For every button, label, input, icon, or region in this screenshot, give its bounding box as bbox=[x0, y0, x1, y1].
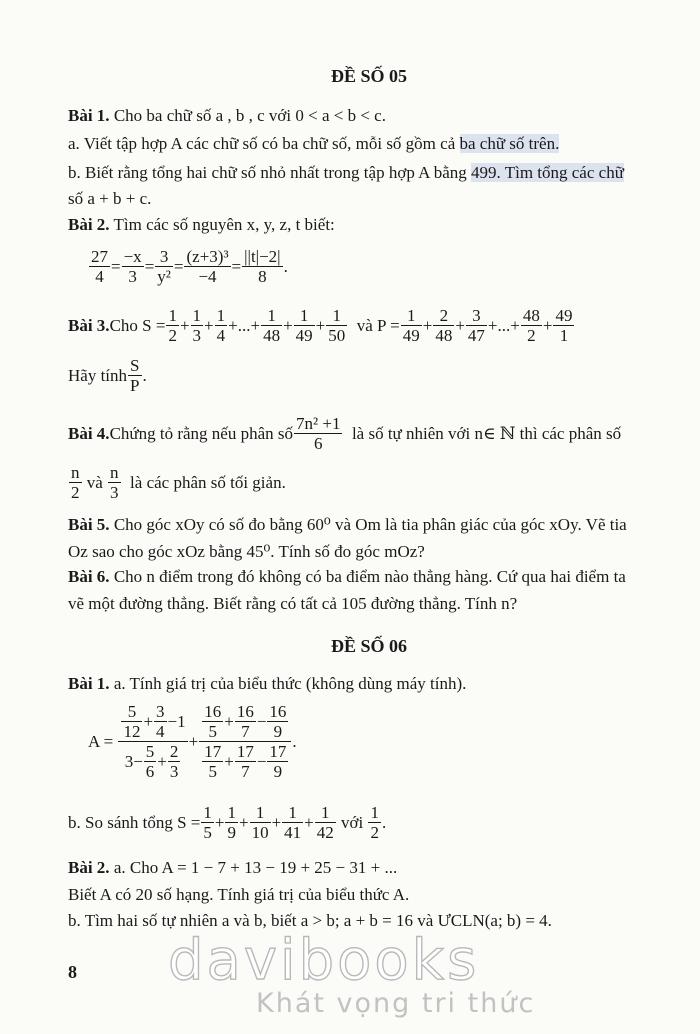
bai2-text: Tìm các số nguyên x, y, z, t biết: bbox=[109, 215, 335, 234]
bai1-part-b-highlight: 499. Tìm tổng các chữ bbox=[471, 163, 624, 182]
fraction: $\frac{1}{9}$ bbox=[227, 803, 236, 842]
bai6-question bbox=[68, 567, 626, 587]
fraction: $\frac{3}{47}$ bbox=[467, 306, 485, 345]
bai4-question bbox=[68, 414, 621, 453]
fraction: $\frac{||t|-2|}{8}$ bbox=[244, 247, 281, 286]
fraction: $\frac{1}{48}$ bbox=[263, 306, 281, 345]
de06-bai1-text: a. Tính giá trị của biểu thức (không dùng máy tính). bbox=[109, 674, 467, 693]
de06-bai1-part-b: b. So sánh tổng S = $\frac{1}{5}$ + $\frac{1}{9}$ + $\frac{1}{10}$ + $\frac{1}{41}$ + $\frac{1}{42}$ với $\frac{1}{2}$ . bbox=[68, 803, 387, 842]
bai1-part-a-text: a. Viết tập hợp A các chữ số có ba chữ số, mỗi số gồm cả bbox=[68, 134, 460, 153]
bai3-compute-text: Hãy tính bbox=[68, 365, 128, 385]
fraction: $\frac{17}{5}$ bbox=[204, 742, 222, 781]
fraction: $\frac{-x}{3}$ bbox=[123, 247, 142, 286]
watermark-slogan: Khát vọng tri thức bbox=[256, 988, 536, 1019]
fraction: $\frac{1}{2}$ bbox=[370, 803, 379, 842]
watermark-logo: davibooks bbox=[168, 928, 480, 993]
bai5-question bbox=[68, 515, 627, 535]
fraction: $\frac{5}{6}$ bbox=[145, 742, 155, 781]
fraction: $\frac{3}{4}$ bbox=[156, 702, 165, 741]
fraction: $\frac{49}{1}$ bbox=[555, 306, 573, 345]
fraction: $\frac{\text{(z+3)³}}{-4}$ bbox=[186, 247, 229, 286]
bai4-text: Chứng tỏ rằng nếu phân số bbox=[109, 423, 294, 443]
fraction: $\frac{48}{2}$ bbox=[522, 306, 540, 345]
bai2-label: Bài 2. bbox=[68, 215, 110, 234]
bai3-and: và P = bbox=[356, 315, 400, 335]
fraction: $\frac{16}{9}$ bbox=[269, 702, 287, 741]
fraction: $\frac{16}{7}$ bbox=[236, 702, 254, 741]
fraction: $\frac{17}{7}$ bbox=[236, 742, 254, 781]
expression-a-label: A = bbox=[88, 731, 114, 751]
de06-bai2-question bbox=[68, 858, 397, 878]
bai4-cont bbox=[68, 463, 286, 502]
bai1-part-b bbox=[68, 163, 624, 183]
de06-bai1-part-b-text: b. So sánh tổng S = bbox=[68, 812, 201, 832]
de06-bai2-label: Bài 2. bbox=[68, 858, 110, 877]
fraction: $\frac{27}{4}$ bbox=[91, 247, 108, 286]
section-title-06: ĐỀ SỐ 06 bbox=[331, 636, 408, 656]
bai3-text: Cho S = bbox=[109, 315, 166, 335]
bai1-part-b-cont: số a + b + c. bbox=[68, 189, 152, 208]
bai3-compute: Hãy tính $\frac{S}{P}$ . bbox=[68, 356, 147, 395]
bai2-question bbox=[68, 215, 335, 235]
bai5-label: Bài 5. bbox=[68, 515, 110, 534]
bai1-part-a-highlight: ba chữ số trên. bbox=[459, 134, 560, 153]
bai4-text-2: là số tự nhiên với n∈ ℕ thì các phân số bbox=[351, 423, 622, 443]
compound-fraction-left bbox=[118, 702, 187, 781]
compound-fraction-right bbox=[199, 702, 291, 781]
fraction: $\frac{n}{2}$ bbox=[71, 463, 80, 502]
fraction: $\frac{2}{3}$ bbox=[169, 742, 179, 781]
fraction: $\frac{1}{3}$ bbox=[192, 306, 202, 345]
page-number: 8 bbox=[68, 962, 77, 982]
fraction: $\frac{1}{49}$ bbox=[295, 306, 313, 345]
fraction: $\frac{1}{5}$ bbox=[203, 803, 212, 842]
compound-numerator: $\frac{16}{5}$ + $\frac{16}{7}$ − $\frac{16}{9}$ bbox=[199, 702, 291, 742]
bai4-text-3: là các phân số tối giản. bbox=[130, 472, 286, 492]
bai4-label: Bài 4. bbox=[68, 423, 110, 443]
bai3-question: Bài 3.Cho S = $\frac{1}{2}$ + $\frac{1}{3}$ + $\frac{1}{4}$ +...+ $\frac{1}{48}$ + $\frac{1}{49}$ + $\frac{1}{50}$ và P = $\frac{1}{49}$ + $\frac{2}{48}$ + $\frac{3}{47}$ +...+ $\frac{48}{2}$ + $\frac{49}{1}$ bbox=[68, 306, 573, 345]
bai5-text: Cho góc xOy có số đo bằng 60⁰ và Om là tia phân giác của góc xOy. Vẽ tia bbox=[109, 515, 627, 534]
compound-denominator: 3− $\frac{5}{6}$ + $\frac{2}{3}$ bbox=[124, 742, 179, 781]
fraction: $\frac{16}{5}$ bbox=[204, 702, 222, 741]
fraction: $\frac{1}{10}$ bbox=[251, 803, 269, 842]
fraction: $\frac{5}{12}$ bbox=[123, 702, 141, 741]
fraction: $\frac{n}{3}$ bbox=[110, 463, 119, 502]
de06-bai2-line2: Biết A có 20 số hạng. Tính giá trị của biểu thức A. bbox=[68, 885, 410, 904]
fraction: $\frac{1}{2}$ bbox=[168, 306, 177, 345]
bai2-equation: $\frac{27}{4}$ = $\frac{-x}{3}$ = $\frac{3}{\text{y²}}$ = $\frac{\text{(z+3)³}}{-4}$ = $\frac{||t|-2|}{8}$ . bbox=[91, 247, 288, 286]
bai1-question bbox=[68, 106, 386, 126]
bai1-label: Bài 1. bbox=[68, 106, 110, 125]
de06-bai2-text: a. Cho A = 1 − 7 + 13 − 19 + 25 − 31 + ... bbox=[109, 858, 398, 877]
fraction: $\frac{1}{4}$ bbox=[216, 306, 226, 345]
compound-numerator: $\frac{5}{12}$ + $\frac{3}{4}$ −1 bbox=[118, 702, 187, 742]
de06-bai1-question bbox=[68, 674, 466, 694]
fraction: $\frac{17}{9}$ bbox=[269, 742, 287, 781]
fraction: $\frac{1}{49}$ bbox=[402, 306, 420, 345]
fraction: $\frac{1}{41}$ bbox=[284, 803, 302, 842]
bai1-text: Cho ba chữ số a , b , c với 0 < a < b < c. bbox=[109, 106, 386, 125]
bai1-part-b-text: b. Biết rằng tổng hai chữ số nhỏ nhất trong tập hợp A bằng bbox=[68, 163, 472, 182]
fraction: $\frac{1}{50}$ bbox=[328, 306, 346, 345]
expression-a: A = $\frac{5}{12}$ + $\frac{3}{4}$ −1 3− $\frac{5}{6}$ + $\frac{2}{3}$ + $\frac{16}{5}$ + $\frac{16}{7}$ − $\frac{16}{9}$ $\frac{17}{5}$ + $\frac{17}{7}$ − $\frac{17}{9}$ . bbox=[88, 702, 297, 781]
de06-bai2-line3: b. Tìm hai số tự nhiên a và b, biết a > b; a + b = 16 và ƯCLN(a; b) = 4. bbox=[68, 911, 552, 930]
bai6-label: Bài 6. bbox=[68, 567, 110, 586]
bai6-text: Cho n điểm trong đó không có ba điểm nào thẳng hàng. Cứ qua hai điểm ta bbox=[109, 567, 626, 586]
fraction: $\frac{3}{\text{y²}}$ bbox=[157, 247, 171, 286]
bai6-cont: vẽ một đường thẳng. Biết rằng có tất cả 105 đường thẳng. Tính n? bbox=[68, 594, 518, 613]
compound-denominator: $\frac{17}{5}$ + $\frac{17}{7}$ − $\frac{17}{9}$ bbox=[204, 742, 287, 781]
bai3-label: Bài 3. bbox=[68, 315, 110, 335]
fraction: $\frac{2}{48}$ bbox=[435, 306, 453, 345]
bai1-part-a bbox=[68, 134, 559, 154]
bai4-and: và bbox=[86, 472, 103, 492]
de06-bai1-label: Bài 1. bbox=[68, 674, 110, 693]
fraction: $\frac{1}{42}$ bbox=[316, 803, 334, 842]
de06-bai1-with: với bbox=[341, 812, 364, 832]
fraction: $\frac{S}{P}$ bbox=[130, 356, 140, 395]
bai5-cont: Oz sao cho góc xOz bằng 45⁰. Tính số đo góc mOz? bbox=[68, 542, 425, 561]
fraction: $\frac{\text{7n² +1}}{6}$ bbox=[296, 414, 341, 453]
section-title-05: ĐỀ SỐ 05 bbox=[331, 66, 408, 86]
